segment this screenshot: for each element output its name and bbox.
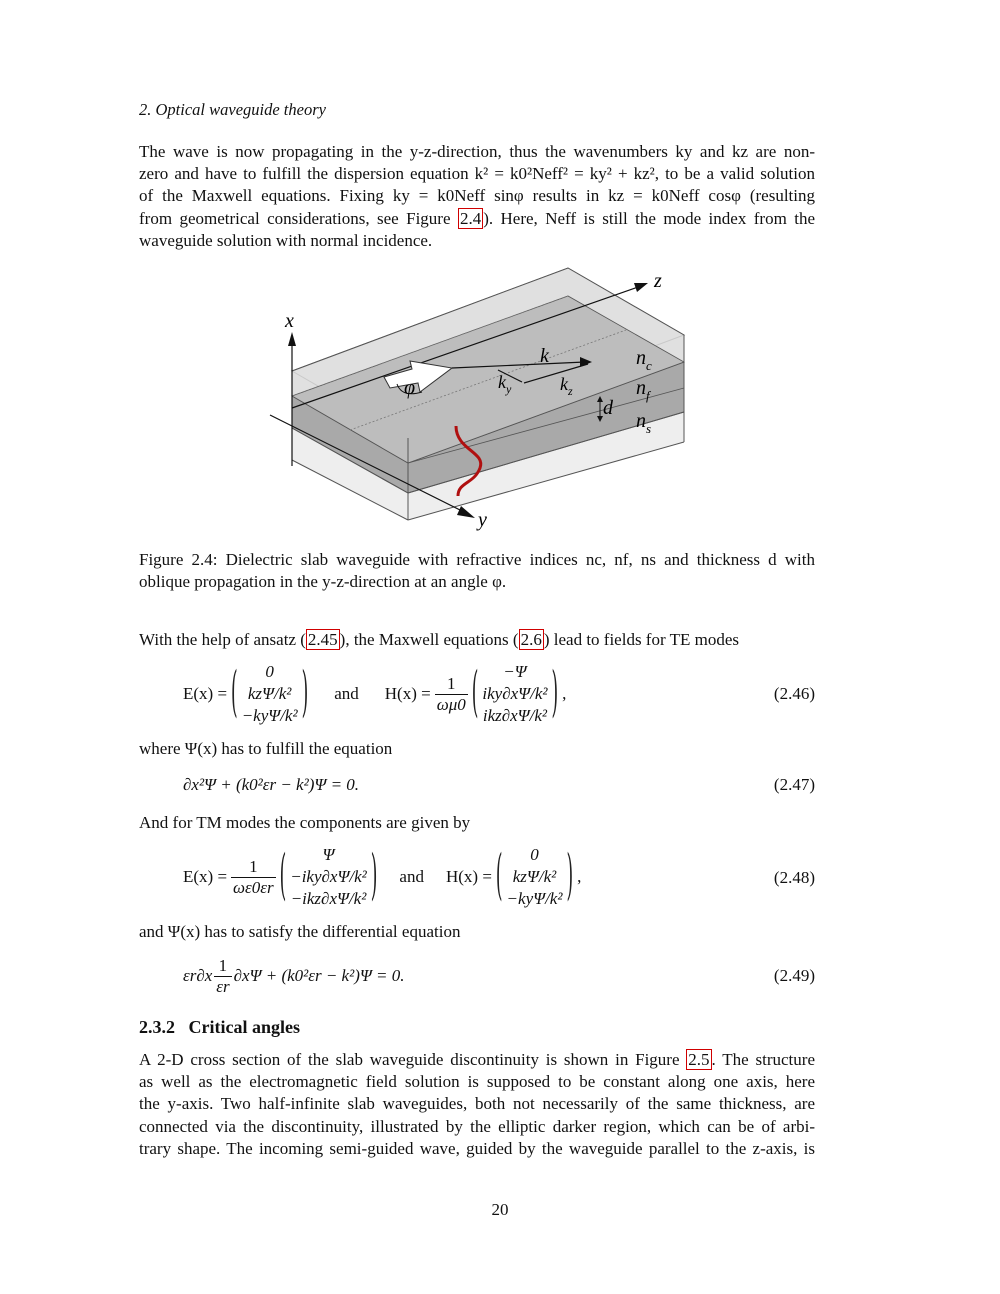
paragraph-te-modes: With the help of ansatz ( 2.45 ), the Maxwell equations ( 2.6 ) lead to fields for TE modes bbox=[139, 630, 739, 649]
text-line: waveguide solution with normal incidence. bbox=[139, 230, 433, 250]
z-axis-arrowhead bbox=[634, 283, 648, 292]
figure-reference-link[interactable]: 2.5 bbox=[688, 1050, 710, 1069]
left-paren: ( bbox=[231, 662, 238, 726]
figure-caption bbox=[139, 549, 815, 593]
field-vector: −Ψ iky∂xΨ/k² ikz∂xΨ/k² bbox=[482, 662, 548, 725]
figure-reference-link[interactable]: 2.4 bbox=[459, 208, 482, 228]
label-k: k bbox=[540, 345, 549, 367]
equation-2-48: E(x) = $\frac{1}{\omega\varepsilon 0\varepsilon r}$ ( Ψ −iky∂xΨ/k² −ikz∂xΨ/k² ) and H(x) = ( 0 kzΨ/k² −kyΨ/k² ) , bbox=[183, 845, 582, 909]
equation-number: (2.48) bbox=[773, 868, 815, 887]
caption-line: Figure 2.4: Dielectric slab waveguide with refractive indices nc, nf, ns and thickness d with bbox=[139, 550, 815, 569]
left-paren: ( bbox=[495, 845, 503, 909]
equation-number: (2.47) bbox=[773, 775, 815, 794]
text-line: from geometrical considerations, see Figure 2.4 ). Here, Neff is still the mode index from the bbox=[139, 208, 815, 228]
right-paren: ) bbox=[551, 662, 559, 726]
eq-lhs: H(x) = bbox=[384, 684, 431, 703]
running-header: 2. Optical waveguide theory bbox=[139, 100, 326, 119]
fraction: $\frac{1}{\omega\mu 0}$ bbox=[436, 673, 466, 714]
eq-lhs: E(x) = bbox=[183, 684, 228, 703]
caption-line: oblique propagation in the y-z-direction at an angle φ. bbox=[139, 572, 507, 592]
paragraph-critical-angles bbox=[139, 1049, 815, 1160]
label-kz: $k_z$ bbox=[560, 374, 573, 398]
label-phi: φ bbox=[404, 377, 416, 399]
paragraph-intro bbox=[139, 141, 815, 252]
text-line: as well as the electromagnetic field solution is supposed to be constant along one axis, here bbox=[139, 1072, 815, 1092]
fraction: $\frac{1}{\varepsilon r}$ bbox=[216, 955, 230, 996]
text-line: The wave is now propagating in the y-z-direction, thus the wavenumbers ky and kz are non- bbox=[139, 142, 815, 161]
section-heading: 2.3.2 Critical angles bbox=[139, 1017, 300, 1037]
x-axis-arrowhead bbox=[288, 332, 296, 346]
text-line: trary shape. The incoming semi-guided wave, guided by the waveguide parallel to the z-axis, is bbox=[139, 1138, 815, 1158]
label-x: x bbox=[285, 310, 294, 332]
right-paren: ) bbox=[370, 845, 378, 909]
text-line: connected via the discontinuity, illustrated by the elliptic darker region, which can be of arbi- bbox=[139, 1116, 815, 1136]
equation-reference-link[interactable]: 2.6 bbox=[520, 630, 542, 649]
label-y: y bbox=[478, 509, 487, 531]
slab-waveguide-figure bbox=[255, 262, 695, 534]
label-d: d bbox=[603, 397, 613, 419]
equation-2-49: εr∂x $\frac{1}{\varepsilon r}$ ∂xΨ + (k0²εr − k²)Ψ = 0. bbox=[183, 955, 405, 996]
field-vector: 0 kzΨ/k² −kyΨ/k² bbox=[241, 662, 298, 725]
label-nf: $n_f$ bbox=[636, 377, 650, 403]
left-paren: ( bbox=[279, 845, 287, 909]
field-vector: Ψ −iky∂xΨ/k² −ikz∂xΨ/k² bbox=[290, 845, 367, 908]
equation-number: (2.49) bbox=[773, 966, 815, 985]
text-line: and Ψ(x) has to satisfy the differential equation bbox=[139, 922, 461, 941]
eq-lhs: E(x) = bbox=[183, 867, 228, 886]
equation-number: (2.46) bbox=[773, 684, 815, 703]
label-ky: $k_y$ bbox=[498, 372, 512, 396]
eq-lhs: H(x) = bbox=[445, 867, 492, 886]
right-paren: ) bbox=[301, 662, 309, 726]
y-axis-arrowhead bbox=[457, 506, 475, 518]
text-line: A 2-D cross section of the slab waveguide discontinuity is shown in Figure 2.5 . The structure bbox=[139, 1050, 815, 1069]
equation-reference-link[interactable]: 2.45 bbox=[307, 630, 338, 649]
field-vector: 0 kzΨ/k² −kyΨ/k² bbox=[506, 845, 563, 908]
text-line: of the Maxwell equations. Fixing ky = k0Neff sinφ results in kz = k0Neff cosφ (resulting bbox=[139, 186, 815, 206]
label-nc: $n_c$ bbox=[636, 347, 652, 373]
text-line: where Ψ(x) has to fulfill the equation bbox=[139, 739, 393, 758]
label-z: z bbox=[654, 270, 662, 292]
text-line: zero and have to fulfill the dispersion equation k² = k0²Neff² = ky² + kz², to be a valid solution bbox=[139, 164, 815, 184]
page-number: 20 bbox=[491, 1200, 509, 1219]
eq-connector: and bbox=[334, 684, 359, 703]
equation-2-47: ∂x²Ψ + (k0²εr − k²)Ψ = 0. bbox=[183, 775, 360, 794]
label-ns: $n_s$ bbox=[636, 410, 652, 436]
text-line: the y-axis. Two half-infinite slab waveguides, both not necessarily of the same thickness, are bbox=[139, 1094, 815, 1114]
right-paren: ) bbox=[566, 845, 574, 909]
eq-connector: and bbox=[399, 867, 424, 886]
left-paren: ( bbox=[471, 662, 479, 726]
text-line: And for TM modes the components are given by bbox=[139, 813, 471, 832]
fraction: $\frac{1}{\omega\varepsilon 0\varepsilon r}$ bbox=[233, 856, 274, 897]
equation-2-46: E(x) = ( 0 kzΨ/k² −kyΨ/k² ) and H(x) = $\frac{1}{\omega\mu 0}$ ( −Ψ iky∂xΨ/k² ikz∂xΨ/k² ) , bbox=[183, 662, 567, 726]
